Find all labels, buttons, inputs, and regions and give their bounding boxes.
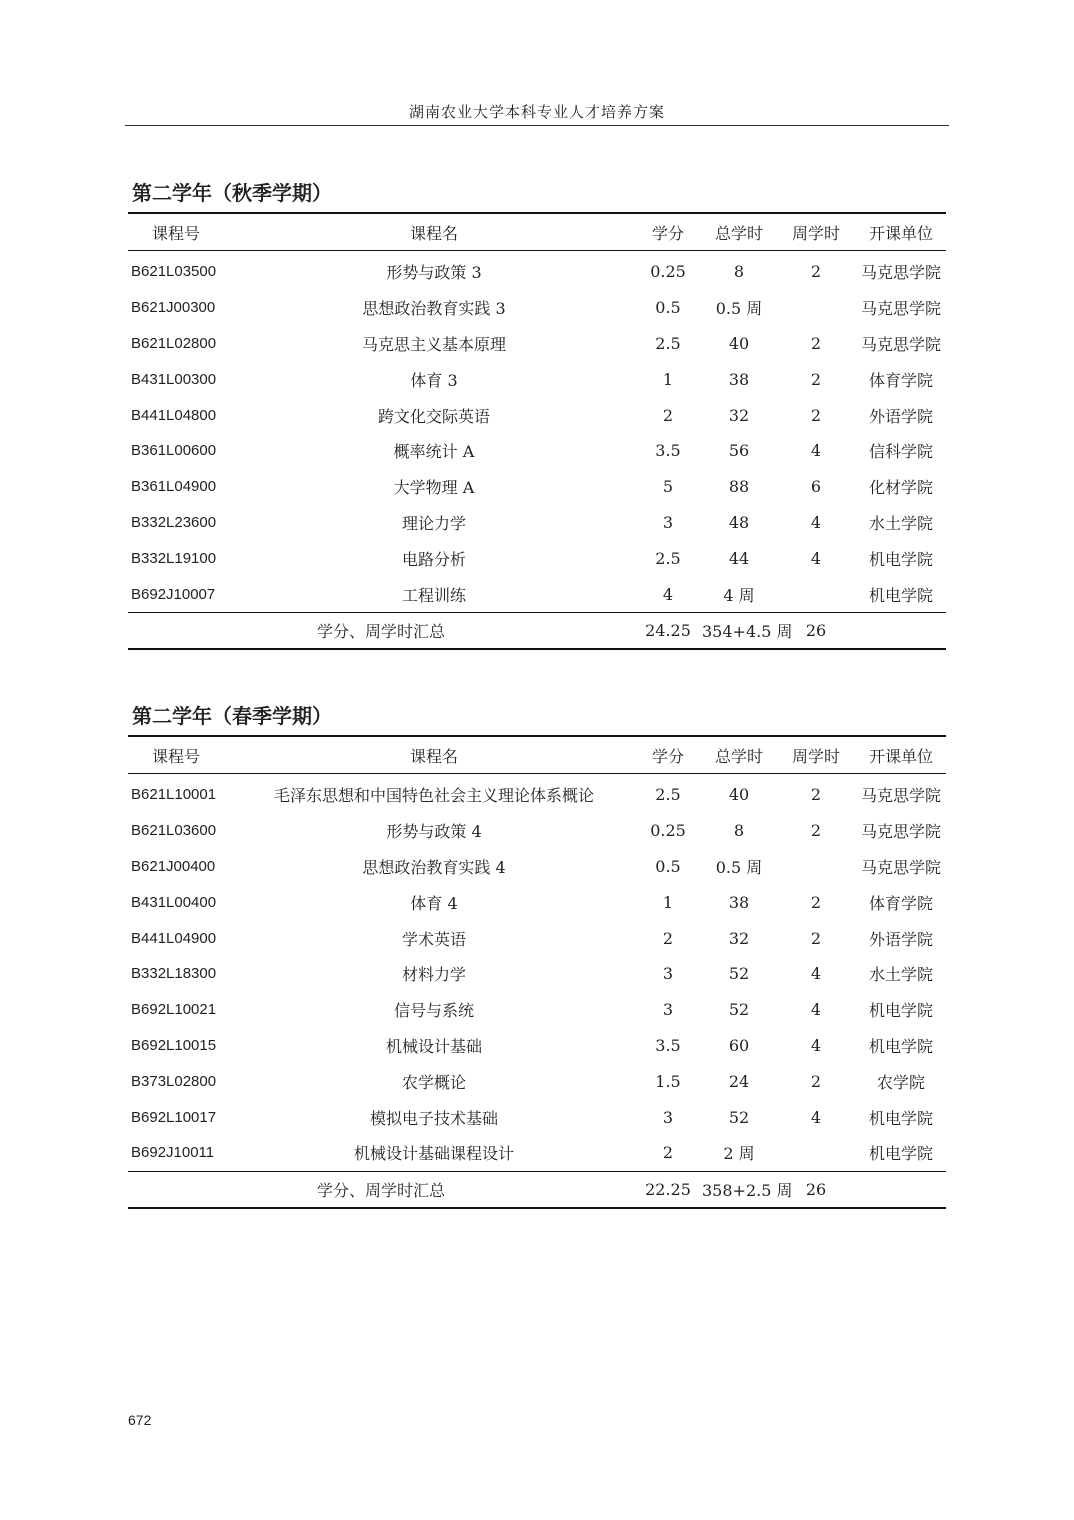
cell-department: 马克思学院 (860, 299, 941, 319)
cell-course-name: 机械设计基础课程设计 (353, 1144, 514, 1164)
cell-credit: 1.5 (655, 1071, 681, 1091)
cell-department: 马克思学院 (860, 263, 941, 283)
cell-weekly-hours (776, 849, 856, 885)
cell-credit: 5 (662, 477, 674, 497)
cell-total-hours: 0.5 周 (715, 857, 763, 877)
cell-course-name: 概率统计 A (393, 442, 475, 462)
cell-weekly-hours: 4 (810, 1107, 822, 1127)
cell-weekly-hours: 4 (810, 964, 822, 984)
cell-course-code: B431L00300 (131, 370, 217, 388)
cell-weekly-hours: 2 (810, 369, 822, 389)
cell-department: 机电学院 (868, 1036, 933, 1056)
cell-course-code: B361L04900 (131, 478, 217, 496)
cell-total-hours: 2 周 (723, 1144, 755, 1164)
cell-course-name: 农学概论 (401, 1072, 466, 1092)
cell-course-name: 形势与政策 3 (386, 263, 482, 283)
cell-course-code: B332L23600 (131, 513, 217, 531)
cell-course-code: B441L04900 (131, 929, 217, 947)
page-header (125, 101, 949, 126)
autumn-semester-section (128, 180, 946, 650)
cell-course-name: 材料力学 (401, 965, 466, 985)
cell-credit: 1 (662, 892, 674, 912)
cell-credit: 3 (662, 1000, 674, 1020)
cell-course-name: 跨文化交际英语 (377, 406, 490, 426)
summary-row (128, 1171, 946, 1208)
column-header-name: 课程名 (409, 746, 458, 766)
section-title: 第二学年（秋季学期） (132, 181, 332, 205)
cell-total-hours: 8 (733, 262, 745, 282)
table-row (128, 326, 946, 362)
cell-credit: 0.5 (655, 856, 681, 876)
table-header (128, 213, 946, 251)
cell-weekly-hours: 2 (810, 892, 822, 912)
cell-course-code: B373L02800 (131, 1072, 217, 1090)
cell-credit: 0.25 (650, 262, 686, 282)
column-header-weekly: 周学时 (791, 223, 840, 243)
cell-course-code: B692L10021 (131, 1001, 217, 1019)
cell-course-code: B431L00400 (131, 893, 217, 911)
summary-dept (856, 612, 946, 649)
cell-course-name: 毛泽东思想和中国特色社会主义理论体系概论 (273, 786, 594, 806)
cell-credit: 2.5 (655, 785, 681, 805)
cell-course-name: 信号与系统 (393, 1001, 474, 1021)
cell-course-code: B692J10007 (131, 585, 216, 603)
table-row (128, 469, 946, 505)
summary-row (128, 612, 946, 649)
cell-credit: 3 (662, 512, 674, 532)
cell-department: 农学院 (876, 1072, 925, 1092)
table-row (128, 1063, 946, 1099)
table-row (128, 505, 946, 541)
summary-hours: 354+4.5 周 (702, 621, 793, 641)
cell-weekly-hours: 2 (810, 333, 822, 353)
cell-total-hours: 24 (728, 1071, 750, 1091)
cell-department: 马克思学院 (860, 786, 941, 806)
table-body (128, 774, 946, 1172)
cell-course-code: B621L03600 (131, 822, 217, 840)
cell-total-hours: 52 (728, 1000, 750, 1020)
table-row (128, 992, 946, 1028)
table-row (128, 1028, 946, 1064)
column-header-name: 课程名 (409, 223, 458, 243)
summary-hours: 358+2.5 周 (702, 1180, 793, 1200)
table-row (128, 1135, 946, 1171)
table-summary (128, 1171, 946, 1208)
cell-department: 马克思学院 (860, 334, 941, 354)
summary-weekly: 26 (805, 620, 827, 640)
cell-total-hours: 44 (728, 548, 750, 568)
cell-department: 机电学院 (868, 1108, 933, 1128)
cell-course-code: B361L00600 (131, 442, 217, 460)
cell-department: 机电学院 (868, 1001, 933, 1021)
cell-weekly-hours: 2 (810, 262, 822, 282)
cell-weekly-hours: 2 (810, 1071, 822, 1091)
table-body (128, 251, 946, 613)
column-header-hours: 总学时 (714, 746, 763, 766)
table-summary (128, 612, 946, 649)
column-header-hours: 总学时 (714, 223, 763, 243)
cell-department: 马克思学院 (860, 822, 941, 842)
column-header-code: 课程号 (152, 223, 201, 243)
cell-total-hours: 48 (728, 512, 750, 532)
cell-credit: 0.25 (650, 821, 686, 841)
cell-credit: 3 (662, 964, 674, 984)
summary-dept (856, 1171, 946, 1208)
cell-weekly-hours: 6 (810, 477, 822, 497)
column-header-dept: 开课单位 (868, 223, 933, 243)
cell-course-code: B621J00300 (131, 299, 216, 317)
cell-credit: 0.5 (655, 298, 681, 318)
cell-credit: 2 (662, 928, 674, 948)
document-title: 湖南农业大学本科专业人才培养方案 (408, 103, 665, 121)
cell-total-hours: 52 (728, 964, 750, 984)
cell-course-code: B692J10011 (131, 1144, 215, 1162)
cell-total-hours: 4 周 (723, 585, 755, 605)
cell-department: 体育学院 (868, 893, 933, 913)
cell-weekly-hours: 4 (810, 512, 822, 532)
cell-course-name: 思想政治教育实践 3 (362, 299, 506, 319)
column-header-code: 课程号 (152, 746, 201, 766)
table-row (128, 849, 946, 885)
cell-course-name: 学术英语 (401, 929, 466, 949)
cell-total-hours: 52 (728, 1107, 750, 1127)
cell-course-code: B441L04800 (131, 406, 217, 424)
cell-course-code: B332L19100 (131, 549, 217, 567)
cell-course-name: 工程训练 (401, 585, 466, 605)
column-header-credit: 学分 (651, 746, 684, 766)
cell-course-name: 马克思主义基本原理 (361, 334, 506, 354)
cell-total-hours: 8 (733, 821, 745, 841)
table-row (128, 813, 946, 849)
table-row (128, 920, 946, 956)
course-table (128, 735, 946, 1209)
table-row (128, 361, 946, 397)
cell-department: 外语学院 (868, 406, 933, 426)
cell-department: 水土学院 (868, 513, 933, 533)
table-row (128, 956, 946, 992)
cell-weekly-hours: 4 (810, 1035, 822, 1055)
cell-credit: 2 (662, 1143, 674, 1163)
cell-credit: 2 (662, 405, 674, 425)
table-row (128, 1099, 946, 1135)
cell-course-code: B621L10001 (131, 786, 217, 804)
cell-total-hours: 56 (728, 441, 750, 461)
cell-course-name: 理论力学 (401, 513, 466, 533)
cell-credit: 2.5 (655, 333, 681, 353)
cell-total-hours: 32 (728, 405, 750, 425)
table-row (128, 433, 946, 469)
spring-semester-section (128, 703, 946, 1209)
summary-label: 学分、周学时汇总 (316, 1180, 445, 1200)
course-table (128, 212, 946, 650)
table-row (128, 397, 946, 433)
table-row (128, 576, 946, 612)
cell-course-code: B332L18300 (131, 965, 217, 983)
summary-credit: 24.25 (645, 620, 691, 640)
cell-total-hours: 38 (728, 369, 750, 389)
cell-course-name: 模拟电子技术基础 (369, 1108, 498, 1128)
cell-total-hours: 38 (728, 892, 750, 912)
cell-weekly-hours: 2 (810, 928, 822, 948)
cell-department: 机电学院 (868, 585, 933, 605)
cell-weekly-hours: 4 (810, 548, 822, 568)
summary-weekly: 26 (805, 1179, 827, 1199)
cell-department: 机电学院 (868, 549, 933, 569)
cell-weekly-hours (776, 576, 856, 612)
table-row (128, 251, 946, 290)
cell-credit: 2.5 (655, 548, 681, 568)
table-row (128, 540, 946, 576)
cell-total-hours: 88 (728, 477, 750, 497)
cell-course-name: 体育 4 (410, 893, 458, 913)
column-header-dept: 开课单位 (868, 746, 933, 766)
cell-total-hours: 40 (728, 785, 750, 805)
cell-weekly-hours (776, 290, 856, 326)
cell-total-hours: 60 (728, 1035, 750, 1055)
page-number: 672 (128, 1412, 152, 1428)
section-title: 第二学年（春季学期） (132, 704, 332, 728)
cell-course-code: B692L10017 (131, 1108, 217, 1126)
cell-course-code: B621L03500 (131, 263, 217, 281)
cell-weekly-hours: 4 (810, 1000, 822, 1020)
cell-department: 体育学院 (868, 370, 933, 390)
cell-course-code: B692L10015 (131, 1036, 217, 1054)
cell-course-name: 电路分析 (401, 549, 466, 569)
table-row (128, 290, 946, 326)
cell-course-name: 体育 3 (410, 370, 458, 390)
cell-weekly-hours: 2 (810, 785, 822, 805)
cell-department: 机电学院 (868, 1144, 933, 1164)
cell-weekly-hours: 4 (810, 441, 822, 461)
cell-course-code: B621J00400 (131, 857, 216, 875)
cell-department: 马克思学院 (860, 857, 941, 877)
header-row (128, 736, 946, 774)
table-row (128, 774, 946, 813)
cell-department: 外语学院 (868, 929, 933, 949)
cell-course-name: 形势与政策 4 (386, 822, 482, 842)
cell-total-hours: 40 (728, 333, 750, 353)
cell-credit: 3.5 (655, 1035, 681, 1055)
cell-total-hours: 0.5 周 (715, 299, 763, 319)
cell-department: 化材学院 (868, 478, 933, 498)
column-header-weekly: 周学时 (791, 746, 840, 766)
cell-credit: 1 (662, 369, 674, 389)
column-header-credit: 学分 (651, 223, 684, 243)
cell-department: 信科学院 (868, 442, 933, 462)
cell-credit: 4 (662, 584, 674, 604)
cell-weekly-hours (776, 1135, 856, 1171)
cell-weekly-hours: 2 (810, 405, 822, 425)
table-row (128, 884, 946, 920)
cell-course-name: 大学物理 A (393, 478, 475, 498)
cell-total-hours: 32 (728, 928, 750, 948)
cell-course-name: 思想政治教育实践 4 (362, 857, 506, 877)
table-header (128, 736, 946, 774)
cell-course-code: B621L02800 (131, 334, 217, 352)
cell-credit: 3.5 (655, 441, 681, 461)
summary-credit: 22.25 (645, 1179, 691, 1199)
cell-credit: 3 (662, 1107, 674, 1127)
cell-department: 水土学院 (868, 965, 933, 985)
header-row (128, 213, 946, 251)
summary-label: 学分、周学时汇总 (316, 621, 445, 641)
cell-course-name: 机械设计基础 (385, 1036, 482, 1056)
cell-weekly-hours: 2 (810, 821, 822, 841)
